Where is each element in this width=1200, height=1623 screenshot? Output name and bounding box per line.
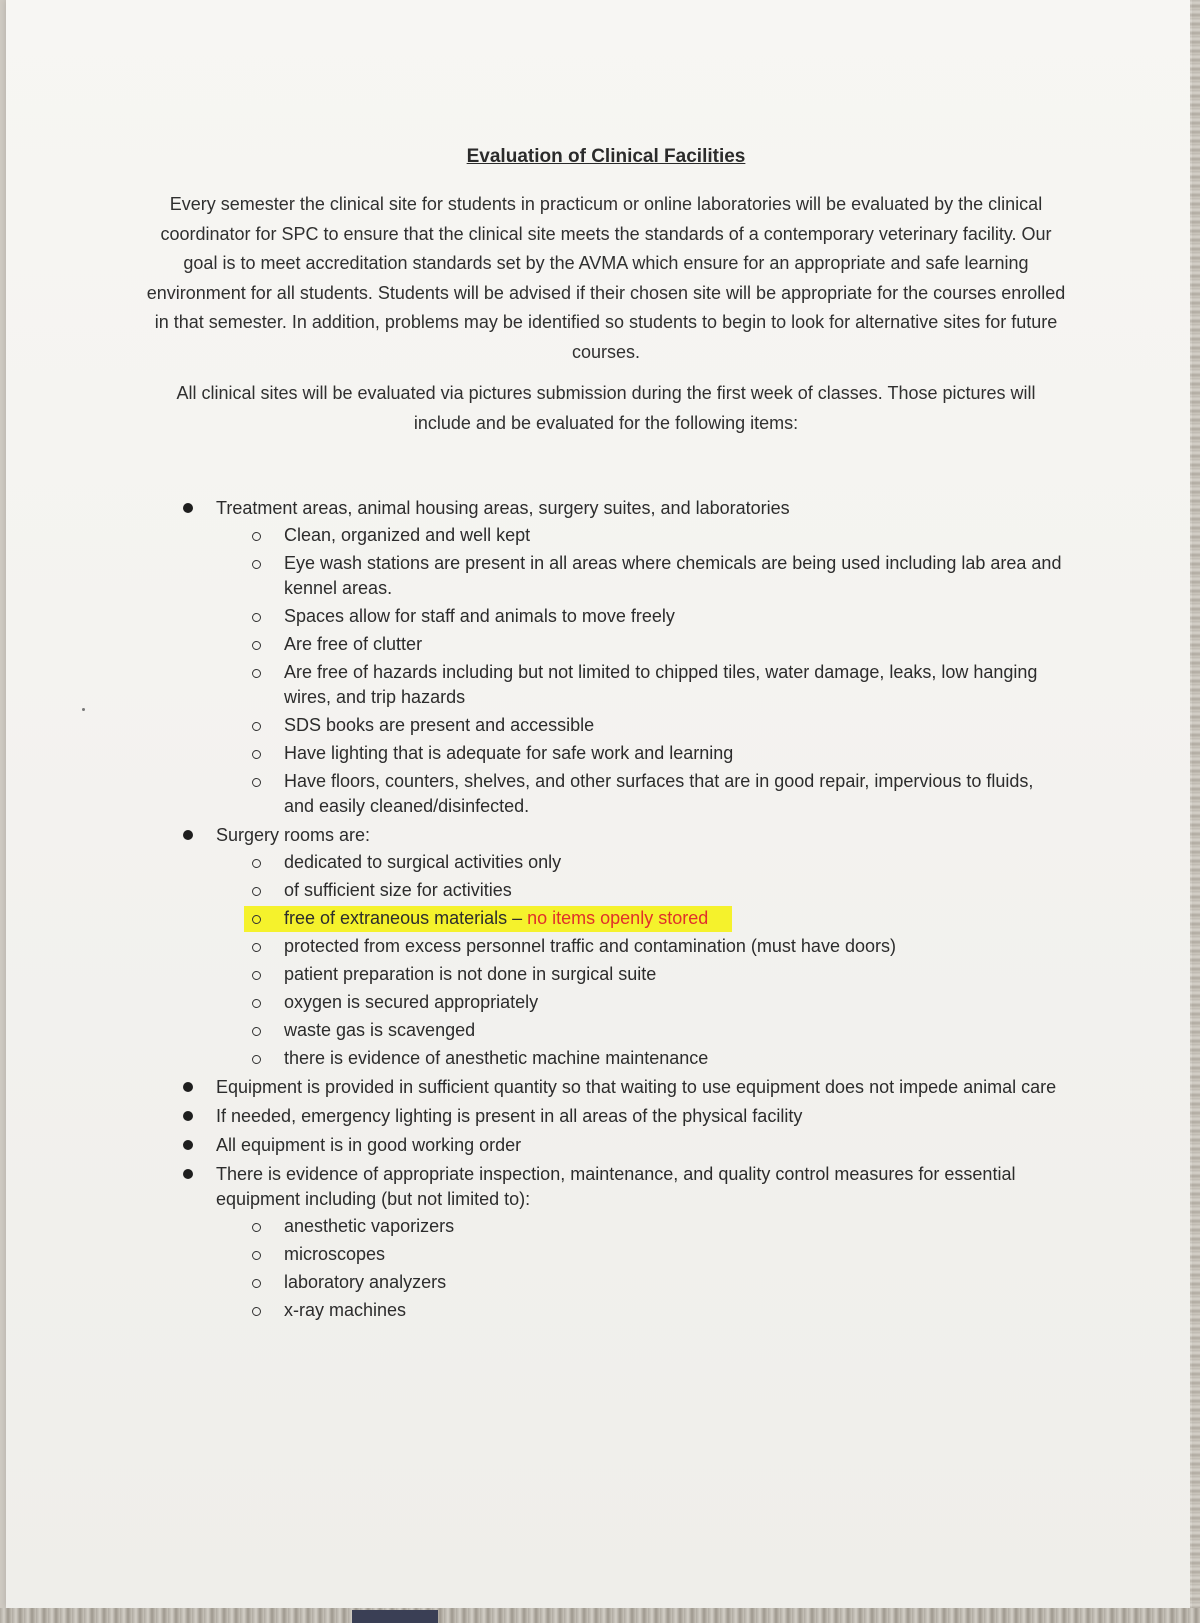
list-item-text: Equipment is provided in sufficient quantity so that waiting to use equipment does not impede animal care xyxy=(216,1077,1057,1097)
document-body xyxy=(146,146,1066,1327)
hollow-circle-bullet-icon xyxy=(252,1055,261,1064)
filled-circle-bullet-icon xyxy=(183,1140,193,1150)
sub-item-text: of sufficient size for activities xyxy=(284,880,512,900)
sub-item-text: SDS books are present and accessible xyxy=(284,715,595,735)
hollow-circle-bullet-icon xyxy=(252,943,261,952)
filled-circle-bullet-icon xyxy=(183,830,193,840)
hollow-circle-bullet-icon xyxy=(252,1251,261,1260)
sub-list-item xyxy=(216,523,1066,548)
sub-item-text: Eye wash stations are present in all areas where chemicals are being used including lab area and kennel areas. xyxy=(284,553,1062,598)
hollow-circle-bullet-icon xyxy=(252,1027,261,1036)
sub-item-text: laboratory analyzers xyxy=(284,1272,447,1292)
hollow-circle-bullet-icon xyxy=(252,971,261,980)
intro-paragraph: Every semester the clinical site for students in practicum or online laboratories will be evaluated by the clinical coordinator for SPC to ensure that the clinical site meets the standards of a contemporary veterinary facility. Our goal is to meet accreditation standards set by the AVMA which ensure for an appropriate and safe learning environment for all students. Students will be advised if their chosen site will be appropriate for the courses enrolled in that semester. In addition, problems may be identified so students to begin to look for alternative sites for future courses. xyxy=(146,194,1066,362)
hollow-circle-bullet-icon xyxy=(252,915,261,924)
hollow-circle-bullet-icon xyxy=(252,669,261,678)
paper-sheet xyxy=(6,0,1192,1608)
highlighted-sub-list-item xyxy=(216,906,1066,931)
paper-stack-edge-right xyxy=(1190,0,1200,1623)
hollow-circle-bullet-icon xyxy=(252,778,261,787)
list-item xyxy=(146,1133,1066,1158)
sub-list xyxy=(216,523,1066,819)
sub-list xyxy=(216,1214,1066,1323)
hollow-circle-bullet-icon xyxy=(252,560,261,569)
sub-list-item xyxy=(216,1270,1066,1295)
sub-list-item xyxy=(216,990,1066,1015)
hollow-circle-bullet-icon xyxy=(252,999,261,1008)
dark-surface-patch xyxy=(352,1610,438,1623)
list-item-text: All equipment is in good working order xyxy=(216,1135,522,1155)
sub-item-text: Are free of hazards including but not limited to chipped tiles, water damage, leaks, low hanging wires, and trip hazards xyxy=(284,662,1038,707)
sub-list-item xyxy=(216,1046,1066,1071)
sub-list-item xyxy=(216,878,1066,903)
list-item-text: There is evidence of appropriate inspection, maintenance, and quality control measures for essential equipment including (but not limited to): xyxy=(216,1164,1016,1209)
sub-item-text: Clean, organized and well kept xyxy=(284,525,531,545)
hollow-circle-bullet-icon xyxy=(252,1279,261,1288)
sub-item-text: protected from excess personnel traffic and contamination (must have doors) xyxy=(284,936,896,956)
sub-list-item xyxy=(216,551,1066,601)
hollow-circle-bullet-icon xyxy=(252,750,261,759)
list-item xyxy=(146,496,1066,819)
sub-list-item xyxy=(216,769,1066,819)
sub-list-item xyxy=(216,1298,1066,1323)
criteria-list xyxy=(146,496,1066,1323)
hollow-circle-bullet-icon xyxy=(252,1307,261,1316)
filled-circle-bullet-icon xyxy=(183,1111,193,1121)
sub-list xyxy=(216,850,1066,1071)
hollow-circle-bullet-icon xyxy=(252,887,261,896)
hollow-circle-bullet-icon xyxy=(252,1223,261,1232)
sub-item-text: Are free of clutter xyxy=(284,634,423,654)
hollow-circle-bullet-icon xyxy=(252,859,261,868)
sub-list-item xyxy=(216,1214,1066,1239)
list-item xyxy=(146,1104,1066,1129)
list-item-text: If needed, emergency lighting is present in all areas of the physical facility xyxy=(216,1106,803,1126)
sub-item-text: patient preparation is not done in surgical suite xyxy=(284,964,657,984)
sub-list-item xyxy=(216,934,1066,959)
sub-list-item xyxy=(216,604,1066,629)
sub-item-text: dedicated to surgical activities only xyxy=(284,852,562,872)
list-item-text: Surgery rooms are: xyxy=(216,825,371,845)
sub-list-item xyxy=(216,850,1066,875)
sub-item-text: Spaces allow for staff and animals to move freely xyxy=(284,606,675,626)
hollow-circle-bullet-icon xyxy=(252,532,261,541)
document-title: Evaluation of Clinical Facilities xyxy=(466,146,746,167)
sub-item-text: microscopes xyxy=(284,1244,386,1264)
stray-mark xyxy=(82,708,85,711)
sub-list-item xyxy=(216,741,1066,766)
sub-list-item xyxy=(216,1242,1066,1267)
highlighted-text-red: no items openly stored xyxy=(527,908,709,928)
sub-item-text: Have lighting that is adequate for safe work and learning xyxy=(284,743,734,763)
filled-circle-bullet-icon xyxy=(183,1082,193,1092)
highlighted-text-black: free of extraneous materials – xyxy=(284,908,528,928)
list-item xyxy=(146,823,1066,1071)
list-item xyxy=(146,1162,1066,1323)
sub-list-item xyxy=(216,1018,1066,1043)
highlighted-text xyxy=(284,908,708,928)
evaluation-paragraph: All clinical sites will be evaluated via pictures submission during the first week of classes. Those pictures will include and be evaluated for the following items: xyxy=(176,383,1036,433)
sub-item-text: Have floors, counters, shelves, and other surfaces that are in good repair, impervious to fluids, and easily cleaned/disinfected. xyxy=(284,771,1034,816)
sub-item-text: waste gas is scavenged xyxy=(284,1020,476,1040)
sub-list-item xyxy=(216,632,1066,657)
list-item xyxy=(146,1075,1066,1100)
hollow-circle-bullet-icon xyxy=(252,613,261,622)
paper-stack-edge-bottom xyxy=(0,1608,1200,1623)
hollow-circle-bullet-icon xyxy=(252,722,261,731)
hollow-circle-bullet-icon xyxy=(252,641,261,650)
filled-circle-bullet-icon xyxy=(183,503,193,513)
sub-item-text: there is evidence of anesthetic machine maintenance xyxy=(284,1048,709,1068)
sub-list-item xyxy=(216,962,1066,987)
sub-item-text: x-ray machines xyxy=(284,1300,407,1320)
sub-item-text: anesthetic vaporizers xyxy=(284,1216,455,1236)
filled-circle-bullet-icon xyxy=(183,1169,193,1179)
sub-list-item xyxy=(216,660,1066,710)
sub-list-item xyxy=(216,713,1066,738)
list-item-text: Treatment areas, animal housing areas, surgery suites, and laboratories xyxy=(216,498,790,518)
sub-item-text: oxygen is secured appropriately xyxy=(284,992,539,1012)
